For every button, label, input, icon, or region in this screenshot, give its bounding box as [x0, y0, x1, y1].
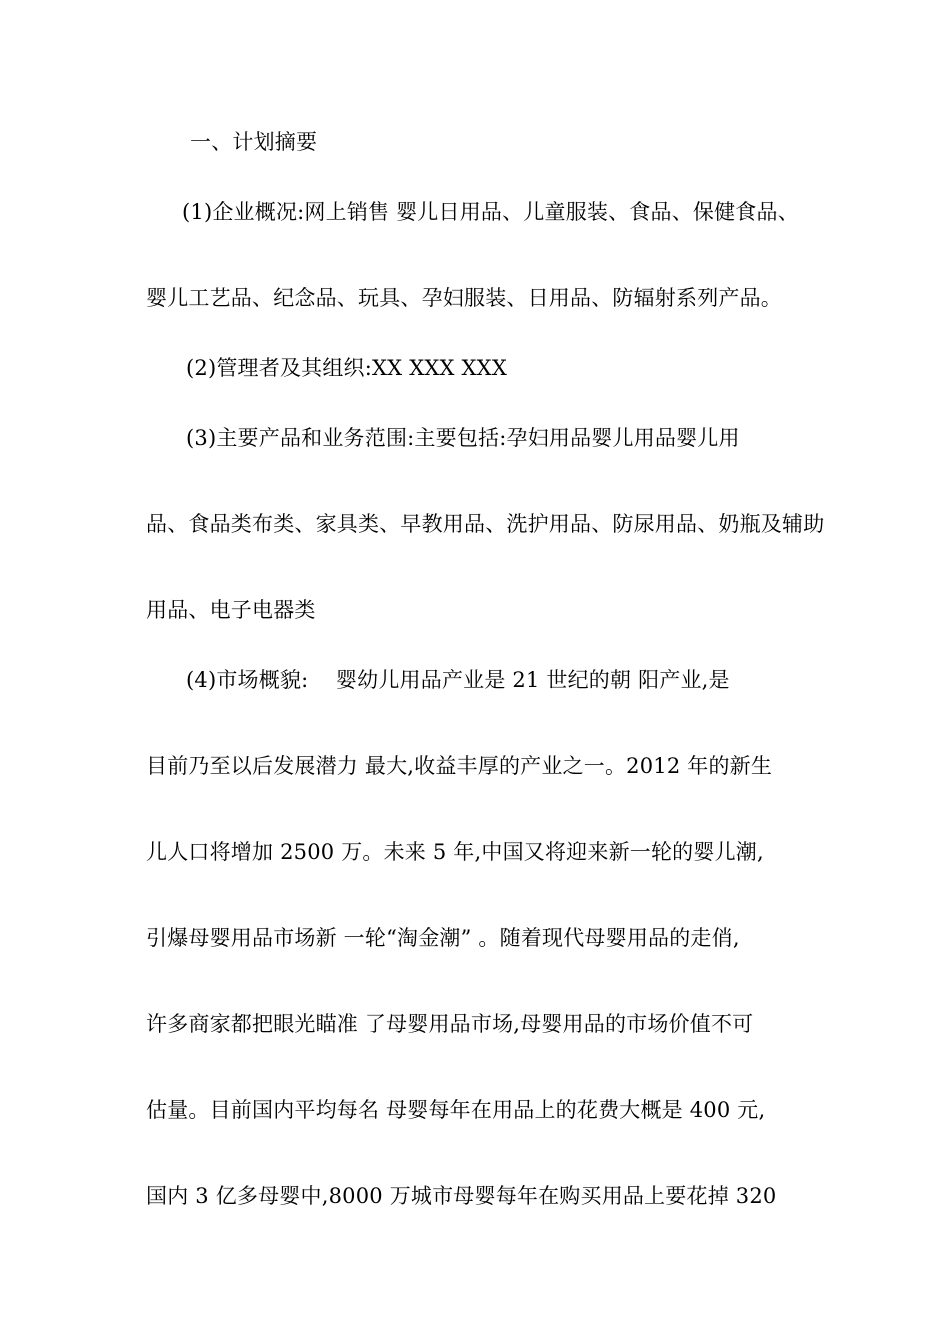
paragraph-line: (4)市场概貌: 婴幼儿用品产业是 21 世纪的朝 阳产业,是: [186, 668, 730, 692]
paragraph-line: (2)管理者及其组织:XX XXX XXX: [186, 356, 507, 380]
paragraph-line: 品、食品类布类、家具类、早教用品、洗护用品、防尿用品、奶瓶及辅助: [146, 512, 825, 536]
paragraph-line: 目前乃至以后发展潜力 最大,收益丰厚的产业之一。2012 年的新生: [146, 754, 773, 778]
paragraph-line: 用品、电子电器类: [146, 598, 316, 622]
paragraph-line: (3)主要产品和业务范围:主要包括:孕妇用品婴儿用品婴儿用: [186, 426, 740, 450]
paragraph-line: 估量。目前国内平均每名 母婴每年在用品上的花费大概是 400 元,: [146, 1098, 766, 1122]
paragraph-line: 国内 3 亿多母婴中,8000 万城市母婴每年在购买用品上要花掉 320: [146, 1184, 777, 1208]
paragraph-line: (1)企业概况:网上销售 婴儿日用品、儿童服装、食品、保健食品、: [182, 200, 799, 224]
paragraph-line: 儿人口将增加 2500 万。未来 5 年,中国又将迎来新一轮的婴儿潮,: [146, 840, 764, 864]
paragraph-line: 引爆母婴用品市场新 一轮“淘金潮” 。随着现代母婴用品的走俏,: [146, 926, 740, 950]
section-heading: 一、计划摘要: [190, 130, 318, 154]
paragraph-line: 许多商家都把眼光瞄准 了母婴用品市场,母婴用品的市场价值不可: [146, 1012, 754, 1036]
paragraph-line: 婴儿工艺品、纪念品、玩具、孕妇服装、日用品、防辐射系列产品。: [146, 286, 782, 310]
